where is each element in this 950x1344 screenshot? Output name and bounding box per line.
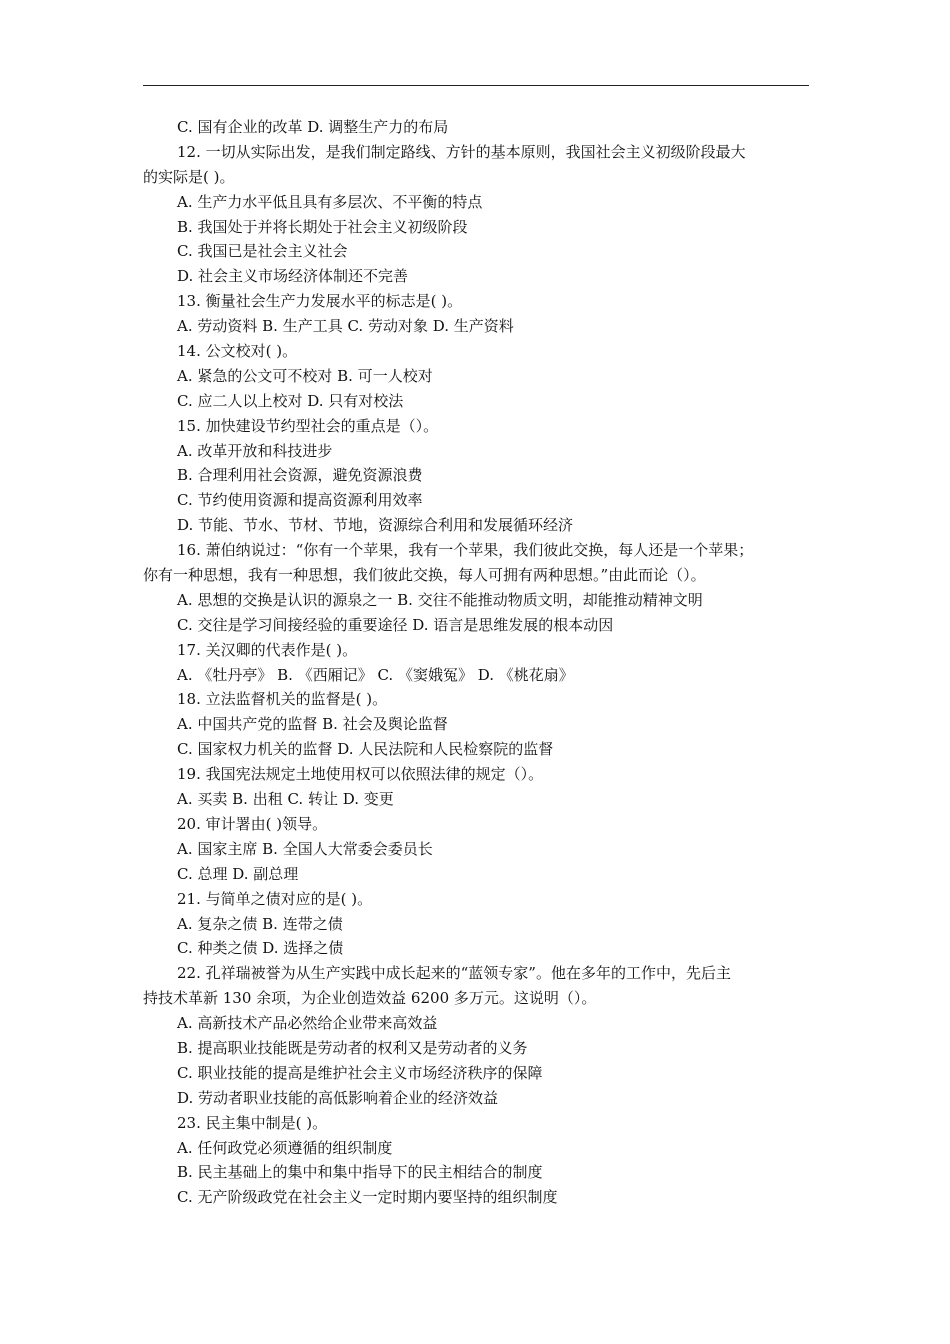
text-line: 14. 公文校对( )。 xyxy=(177,342,298,361)
text-line: A. 复杂之债 B. 连带之债 xyxy=(177,914,343,933)
text-line: A. 国家主席 B. 全国人大常委会委员长 xyxy=(177,839,433,858)
document-body xyxy=(143,115,809,1210)
text-line: A. 紧急的公文可不校对 B. 可一人校对 xyxy=(177,366,433,385)
text-line: 你有一种思想，我有一种思想，我们彼此交换，每人可拥有两种思想。”由此而论（）。 xyxy=(143,566,706,585)
text-line: 持技术革新 130 余项，为企业创造效益 6200 多万元。这说明（）。 xyxy=(143,989,597,1008)
text-line: C. 总理 D. 副总理 xyxy=(177,864,299,883)
text-line: 21. 与简单之债对应的是( )。 xyxy=(177,889,373,908)
text-line: 12. 一切从实际出发，是我们制定路线、方针的基本原则，我国社会主义初级阶段最大 xyxy=(177,142,746,161)
text-line: B. 我国处于并将长期处于社会主义初级阶段 xyxy=(177,217,468,236)
text-line: A. 任何政党必须遵循的组织制度 xyxy=(177,1138,393,1157)
text-line: C. 种类之债 D. 选择之债 xyxy=(177,939,344,958)
text-line: 23. 民主集中制是( )。 xyxy=(177,1113,328,1132)
text-line: C. 国有企业的改革 D. 调整生产力的布局 xyxy=(177,118,449,136)
text-line: 20. 审计署由( )领导。 xyxy=(177,814,328,833)
text-line: A. 中国共产党的监督 B. 社会及舆论监督 xyxy=(177,715,448,734)
text-line: 13. 衡量社会生产力发展水平的标志是( )。 xyxy=(177,292,463,311)
text-line: A. 改革开放和科技进步 xyxy=(177,441,333,460)
text-line: A. 生产力水平低且具有多层次、不平衡的特点 xyxy=(177,192,483,211)
text-line: D. 节能、节水、节材、节地，资源综合利用和发展循环经济 xyxy=(177,516,574,535)
text-line: C. 无产阶级政党在社会主义一定时期内要坚持的组织制度 xyxy=(177,1188,558,1207)
text-line: C. 交往是学习间接经验的重要途径 D. 语言是思维发展的根本动因 xyxy=(177,615,614,634)
text-line: C. 应二人以上校对 D. 只有对校法 xyxy=(177,391,404,410)
text-line: C. 国家权力机关的监督 D. 人民法院和人民检察院的监督 xyxy=(177,740,554,759)
text-line: D. 劳动者职业技能的高低影响着企业的经济效益 xyxy=(177,1088,499,1107)
text-line: D. 社会主义市场经济体制还不完善 xyxy=(177,267,409,286)
text-line: A. 买卖 B. 出租 C. 转让 D. 变更 xyxy=(177,790,394,809)
text-line: B. 民主基础上的集中和集中指导下的民主相结合的制度 xyxy=(177,1163,543,1182)
text-line: 15. 加快建设节约型社会的重点是（）。 xyxy=(177,416,439,435)
text-line: A. 劳动资料 B. 生产工具 C. 劳动对象 D. 生产资料 xyxy=(177,317,514,336)
text-line: 22. 孔祥瑞被誉为从生产实践中成长起来的“蓝领专家”。他在多年的工作中，先后主 xyxy=(177,964,731,983)
text-line: A. 思想的交换是认识的源泉之一 B. 交往不能推动物质文明，却能推动精神文明 xyxy=(177,590,703,609)
text-line: A. 《牡丹亭》 B. 《西厢记》 C. 《窦娥冤》 D. 《桃花扇》 xyxy=(177,665,574,684)
text-line: B. 提高职业技能既是劳动者的权利又是劳动者的义务 xyxy=(177,1038,528,1057)
text-line: A. 高新技术产品必然给企业带来高效益 xyxy=(177,1014,438,1033)
text-line: 的实际是( )。 xyxy=(143,167,235,186)
text-line: 17. 关汉卿的代表作是( )。 xyxy=(177,640,358,659)
header-rule xyxy=(143,85,809,86)
text-line: B. 合理利用社会资源，避免资源浪费 xyxy=(177,466,423,485)
text-line: C. 职业技能的提高是维护社会主义市场经济秩序的保障 xyxy=(177,1063,543,1082)
text-line: C. 节约使用资源和提高资源利用效率 xyxy=(177,491,423,510)
text-line: 18. 立法监督机关的监督是( )。 xyxy=(177,690,388,709)
text-line: C. 我国已是社会主义社会 xyxy=(177,242,348,261)
text-line: 16. 萧伯纳说过：“你有一个苹果，我有一个苹果，我们彼此交换，每人还是一个苹果； xyxy=(177,541,754,560)
text-line: 19. 我国宪法规定土地使用权可以依照法律的规定（）。 xyxy=(177,765,544,784)
